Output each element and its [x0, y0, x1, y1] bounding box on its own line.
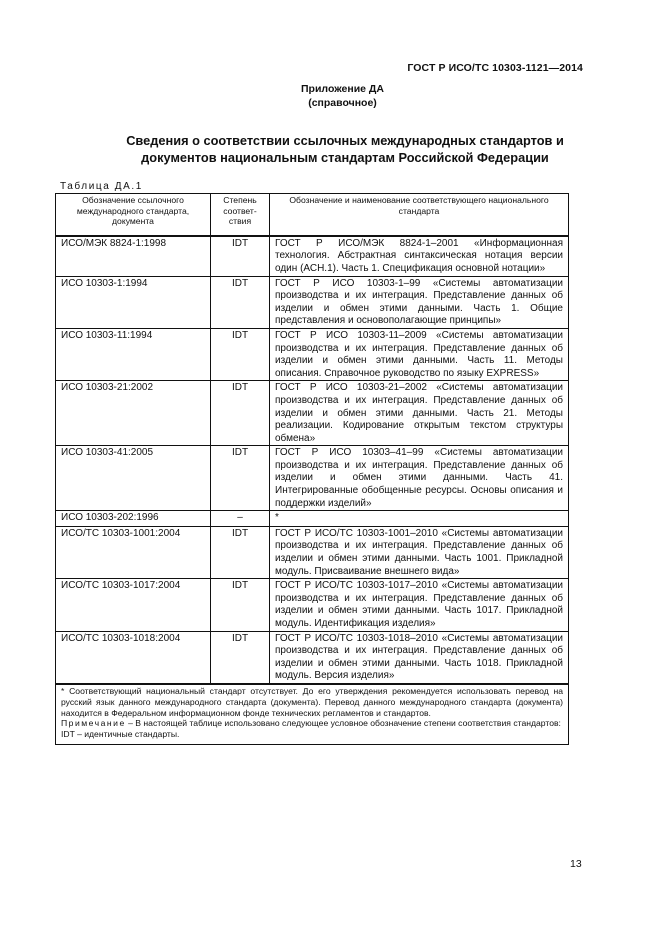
cell-degree: IDT: [211, 526, 270, 578]
appendix-heading: [0, 82, 661, 110]
table-notes-row: [56, 684, 569, 744]
note: [61, 718, 563, 729]
note-idt: IDT – идентичные стандарты.: [61, 729, 180, 740]
cell-degree: IDT: [211, 579, 270, 631]
cell-reference: ИСО 10303-21:2002: [56, 381, 211, 446]
cell-reference: ИСО 10303-1:1994: [56, 276, 211, 328]
footnote: * Соответствующий национальный стандарт отсутствует. До его утверждения рекомендуется использовать перевод на русский язык данного международного стандарта (документа). Перевод данного международного стандарта (документа) находится в Федеральном информационном фонде технических регламентов и стандартов.: [61, 685, 563, 718]
cell-national-standard: ГОСТ Р ИСО 10303-11–2009 «Системы автоматизации производства и их интеграция. Представление данных об изделии и обмен этими данными. Часть 11. Методы описания. Справочное руководство по языку EXPRESS»: [270, 328, 569, 380]
table-body: [56, 236, 569, 684]
cell-national-standard: ГОСТ Р ИСО/ТС 10303-1017–2010 «Системы автоматизации производства и их интеграция. Представление данных об изделии и обмен этими данными. Часть 1017. Прикладной модуль. Идентификация изделия»: [270, 579, 569, 631]
appendix-label: Приложение ДА: [301, 83, 384, 95]
correspondence-table-container: [55, 193, 568, 745]
cell-national-standard: ГОСТ Р ИСО 10303–41–99 «Системы автоматизации производства и их интеграция. Представление данных об изделии и обмен этими данными. Часть 41. Интегрированные обобщенные ресурсы. Основы описания и поддержки изделий»: [270, 446, 569, 511]
cell-degree: IDT: [211, 328, 270, 380]
cell-degree: –: [211, 511, 270, 527]
table-row: [56, 511, 569, 527]
cell-national-standard: *: [270, 511, 569, 527]
cell-reference: ИСО/МЭК 8824-1:1998: [56, 236, 211, 276]
cell-reference: ИСО/ТС 10303-1017:2004: [56, 579, 211, 631]
cell-reference: ИСО 10303-41:2005: [56, 446, 211, 511]
cell-reference: ИСО/ТС 10303-1018:2004: [56, 631, 211, 684]
cell-degree: IDT: [211, 236, 270, 276]
table-row: [56, 631, 569, 684]
table-row: [56, 381, 569, 446]
table-row: [56, 526, 569, 578]
page-title-line-2: документов национальным стандартам Российской Федерации: [141, 150, 549, 165]
cell-reference: ИСО 10303-202:1996: [56, 511, 211, 527]
document-code: ГОСТ Р ИСО/ТС 10303-1121—2014: [407, 62, 583, 74]
table-row: [56, 328, 569, 380]
page-number: 13: [570, 858, 582, 870]
table-row: [56, 579, 569, 631]
cell-national-standard: ГОСТ Р ИСО 10303-21–2002 «Системы автоматизации производства и их интеграция. Представление данных об изделии и обмен этими данными. Часть 21. Методы реализации. Кодирование открытым текстом структуры обмена»: [270, 381, 569, 446]
appendix-type: (справочное): [308, 97, 377, 109]
header-national-standard: Обозначение и наименование соответствующего национального стандарта: [270, 194, 569, 236]
cell-national-standard: ГОСТ Р ИСО/ТС 10303-1018–2010 «Системы автоматизации производства и их интеграция. Представление данных об изделии и обмен этими данными. Часть 1018. Прикладной модуль. Версия изделия»: [270, 631, 569, 684]
cell-degree: IDT: [211, 446, 270, 511]
cell-degree: IDT: [211, 276, 270, 328]
table-row: [56, 276, 569, 328]
cell-national-standard: ГОСТ Р ИСО/МЭК 8824-1–2001 «Информационная технология. Абстрактная синтаксическая нотация версии один (АСН.1). Часть 1. Спецификация основной нотации»: [270, 236, 569, 276]
cell-degree: IDT: [211, 631, 270, 684]
header-international-standard: Обозначение ссылочного международного стандарта, документа: [56, 194, 211, 236]
page-title: [60, 132, 630, 166]
page-title-line-1: Сведения о соответствии ссылочных международных стандартов и: [126, 133, 564, 148]
header-degree: Степень соответ-ствия: [211, 194, 270, 236]
table-caption: Таблица ДА.1: [60, 181, 143, 192]
note-text: – В настоящей таблице использовано следующее условное обозначение степени соответствия стандартов:: [125, 718, 561, 729]
table-header-row: [56, 194, 569, 236]
cell-reference: ИСО/ТС 10303-1001:2004: [56, 526, 211, 578]
cell-national-standard: ГОСТ Р ИСО 10303-1–99 «Системы автоматизации производства и их интеграция. Представление данных об изделии и обмен этими данными. Часть 1. Общие представления и основополагающие принципы»: [270, 276, 569, 328]
table-notes: [56, 684, 569, 744]
correspondence-table: [55, 193, 569, 745]
note-label: Примечание: [61, 718, 126, 729]
cell-degree: IDT: [211, 381, 270, 446]
table-row: [56, 236, 569, 276]
table-row: [56, 446, 569, 511]
cell-national-standard: ГОСТ Р ИСО/ТС 10303-1001–2010 «Системы автоматизации производства и их интеграция. Представление данных об изделии и обмен этими данными. Часть 1001. Прикладной модуль. Присваивание внешнего вида»: [270, 526, 569, 578]
cell-reference: ИСО 10303-11:1994: [56, 328, 211, 380]
